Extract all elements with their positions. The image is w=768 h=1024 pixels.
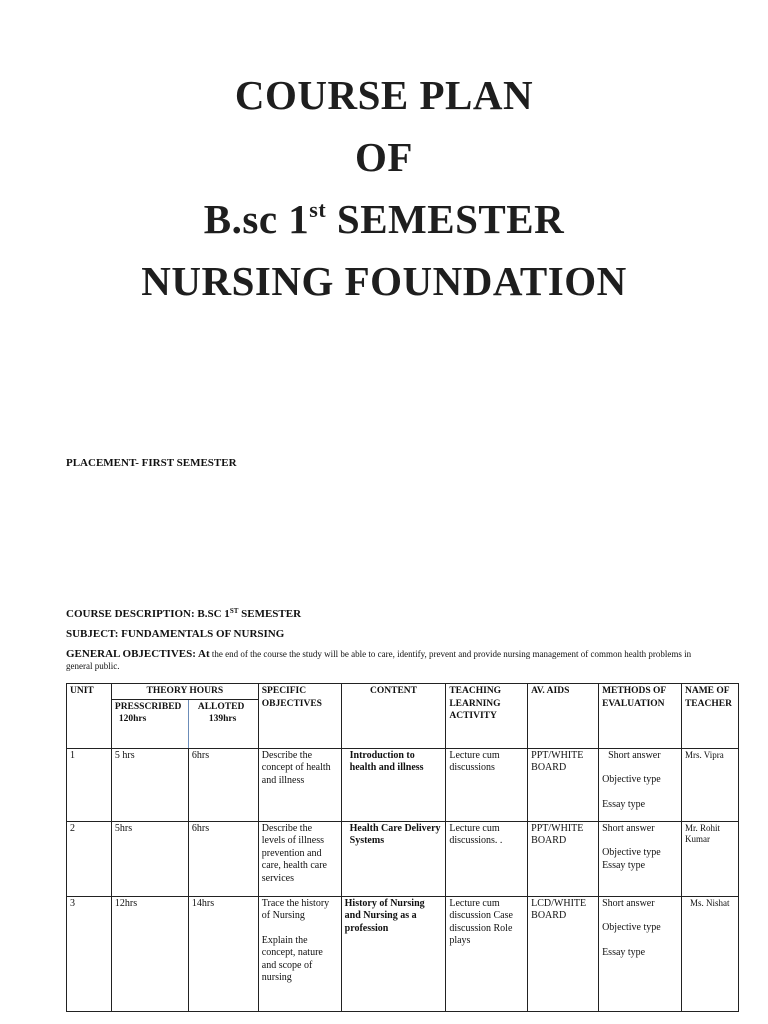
cell-teacher: Mrs. Vipra <box>681 748 738 821</box>
course-description <box>66 608 716 620</box>
title-line-2: OF <box>355 134 413 180</box>
method-item: Objective type <box>602 847 661 858</box>
header-unit: UNIT <box>67 684 112 749</box>
method-item: Essay type <box>602 798 646 810</box>
course-description-pre: COURSE DESCRIPTION: B.SC 1 <box>66 608 230 620</box>
header-content: CONTENT <box>341 684 446 749</box>
cell-alloted: 6hrs <box>188 821 258 896</box>
general-objectives-text: the end of the course the study will be able to care, identify, prevent and provide nursing management of common health problems in general public. <box>66 649 692 671</box>
title-line-3 <box>0 188 768 250</box>
header-av-aids: AV. AIDS <box>528 684 599 749</box>
cell-prescribed: 5hrs <box>111 821 188 896</box>
cell-objectives <box>258 821 341 896</box>
cell-activity: Lecture cum discussion Case discussion Role plays <box>446 896 528 1011</box>
alloted-label: ALLOTED <box>197 701 245 712</box>
alloted-hours: 139hrs <box>208 714 237 724</box>
cell-objectives <box>258 896 341 1011</box>
general-objectives-first-word: At <box>198 648 210 660</box>
document-title <box>0 64 768 312</box>
objective-text: Explain the concept, nature and scope of nursing <box>261 934 323 983</box>
cell-unit: 3 <box>67 896 112 1011</box>
placement-heading: PLACEMENT- FIRST SEMESTER <box>66 457 237 469</box>
prescribed-label: PRESSCRIBED <box>114 701 182 712</box>
course-description-block <box>66 608 716 672</box>
course-description-sup: ST <box>229 607 239 615</box>
title-line-1: COURSE PLAN <box>234 72 534 118</box>
cell-alloted: 6hrs <box>188 748 258 821</box>
method-item: Essay type <box>602 859 646 871</box>
cell-teacher: Mr. Rohit Kumar <box>681 821 738 896</box>
cell-alloted: 14hrs <box>188 896 258 1011</box>
cell-methods <box>599 896 682 1011</box>
general-objectives-label: GENERAL OBJECTIVES: <box>66 648 199 660</box>
cell-aids: PPT/WHITE BOARD <box>528 748 599 821</box>
header-teaching-activity: TEACHING LEARNING ACTIVITY <box>446 684 528 749</box>
cell-content: Health Care Delivery Systems <box>341 821 446 896</box>
header-alloted <box>188 699 258 748</box>
cell-teacher: Ms. Nishat <box>681 896 738 1011</box>
method-item: Objective type <box>602 774 661 785</box>
prescribed-hours: 120hrs <box>118 714 147 724</box>
course-plan-table <box>66 683 739 1012</box>
cell-methods <box>599 821 682 896</box>
objective-text: Trace the history of Nursing <box>261 897 330 921</box>
method-item: Short answer <box>602 822 655 834</box>
method-item: Short answer <box>608 749 661 761</box>
title-line-4: NURSING FOUNDATION <box>141 258 627 304</box>
cell-content: History of Nursing and Nursing as a profession <box>341 896 446 1011</box>
objective-text: Describe the levels of illness prevention and care, health care services <box>261 822 327 884</box>
cell-objectives <box>258 748 341 821</box>
cell-activity: Lecture cum discussions. . <box>446 821 528 896</box>
header-methods-evaluation: METHODS OF EVALUATION <box>599 684 682 749</box>
table-header-row <box>67 684 739 700</box>
table-row <box>67 896 739 1011</box>
method-item: Objective type <box>602 922 661 933</box>
course-description-post: SEMESTER <box>238 608 302 620</box>
cell-unit: 2 <box>67 821 112 896</box>
method-item: Short answer <box>602 897 655 909</box>
objective-text: Describe the concept of health and illness <box>261 749 331 786</box>
title-line-3-pre: B.sc 1 <box>203 196 310 242</box>
cell-content: Introduction to health and illness <box>341 748 446 821</box>
header-theory-hours: THEORY HOURS <box>111 684 258 700</box>
table-row <box>67 821 739 896</box>
cell-prescribed: 5 hrs <box>111 748 188 821</box>
header-specific-objectives: SPECIFIC OBJECTIVES <box>258 684 341 749</box>
title-line-3-sup: st <box>309 197 327 222</box>
cell-aids: LCD/WHITE BOARD <box>528 896 599 1011</box>
cell-prescribed: 12hrs <box>111 896 188 1011</box>
table-row <box>67 748 739 821</box>
method-item: Essay type <box>602 946 646 958</box>
title-line-3-post: SEMESTER <box>326 196 565 242</box>
subject-line: SUBJECT: FUNDAMENTALS OF NURSING <box>66 628 285 640</box>
cell-activity: Lecture cum discussions <box>446 748 528 821</box>
header-teacher: NAME OF TEACHER <box>681 684 738 749</box>
cell-unit: 1 <box>67 748 112 821</box>
general-objectives <box>66 648 716 672</box>
header-prescribed <box>111 699 188 748</box>
cell-aids: PPT/WHITE BOARD <box>528 821 599 896</box>
cell-methods <box>599 748 682 821</box>
